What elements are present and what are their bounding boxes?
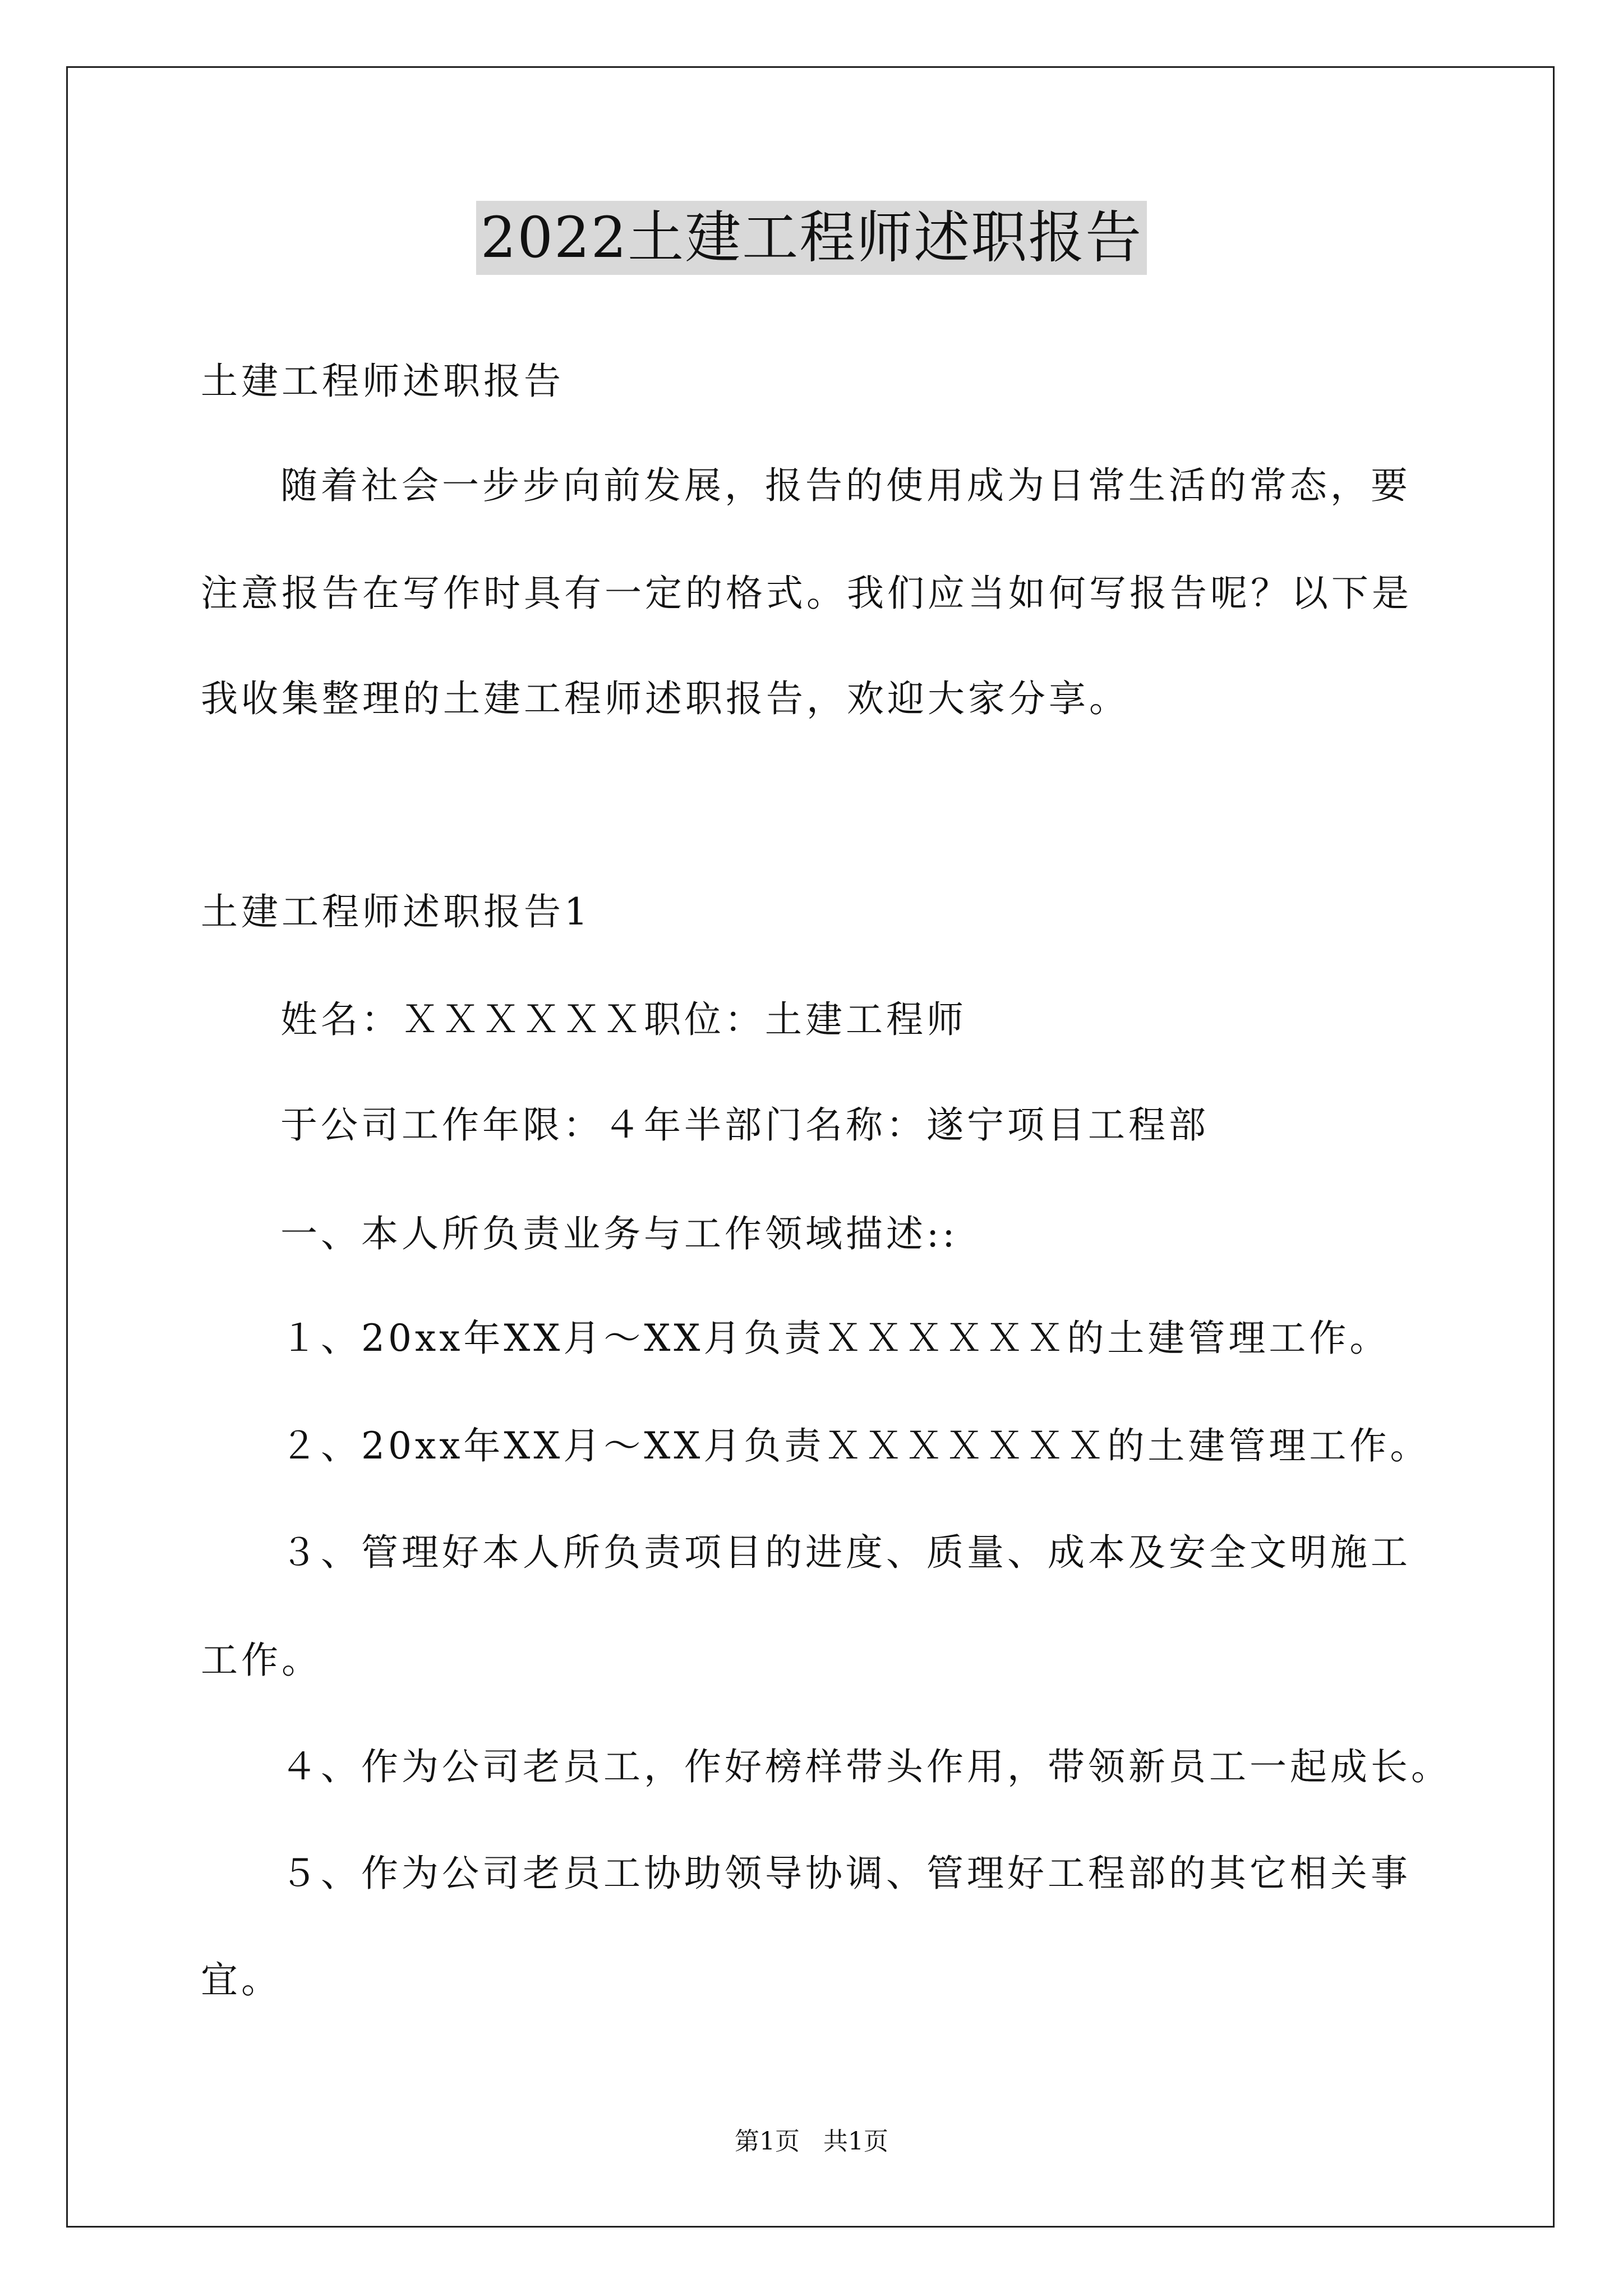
subtitle-line: 土建工程师述职报告 <box>201 360 564 403</box>
name-position-line: 姓名：ＸＸＸＸＸＸ职位：土建工程师 <box>280 998 967 1041</box>
tenure-department-line: 于公司工作年限：４年半部门名称：遂宁项目工程部 <box>280 1103 1209 1147</box>
paragraph-line: 随着社会一步步向前发展，报告的使用成为日常生活的常态，要 <box>280 464 1411 507</box>
list-item: ５、作为公司老员工协助领导协调、管理好工程部的其它相关事 <box>280 1852 1411 1895</box>
title-container <box>0 201 1623 275</box>
section-heading-responsibilities: 一、本人所负责业务与工作领域描述:: <box>280 1212 958 1255</box>
list-item: ３、管理好本人所负责项目的进度、质量、成本及安全文明施工 <box>280 1531 1411 1574</box>
section-heading: 土建工程师述职报告1 <box>201 890 591 933</box>
document-title: 2022土建工程师述职报告 <box>476 201 1147 275</box>
paragraph-line: 注意报告在写作时具有一定的格式。我们应当如何写报告呢？以下是 <box>201 572 1412 615</box>
list-item: ２、20xx年XX月～XX月负责ＸＸＸＸＸＸＸ的土建管理工作。 <box>280 1424 1431 1467</box>
page-number: 第1页 共1页 <box>735 2127 888 2156</box>
list-item-continuation: 工作。 <box>201 1639 322 1682</box>
list-item-continuation: 宜。 <box>201 1958 282 2001</box>
list-item: ４、作为公司老员工，作好榜样带头作用，带领新员工一起成长。 <box>280 1745 1451 1788</box>
paragraph-line: 我收集整理的土建工程师述职报告，欢迎大家分享。 <box>201 677 1129 720</box>
list-item: １、20xx年XX月～XX月负责ＸＸＸＸＸＸ的土建管理工作。 <box>280 1317 1390 1360</box>
